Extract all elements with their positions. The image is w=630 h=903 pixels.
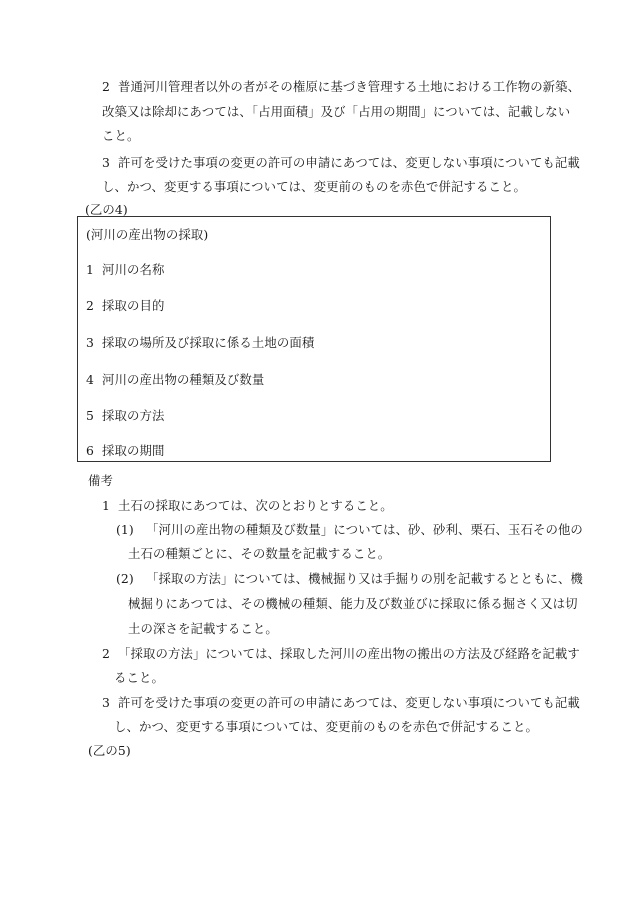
remarks-note-1-sub-1-line-2: 土石の種類ごとに、その数量を記載すること。 [128, 546, 391, 561]
form-4-item-3-text: 採取の場所及び採取に係る土地の面積 [102, 335, 315, 350]
top-note-2-line-3: こと。 [102, 128, 140, 143]
remarks-note-1-sub-2-line-3: 土の深さを記載すること。 [128, 621, 278, 636]
remarks-note-1-sub-1-line-1: 「河川の産出物の種類及び数量」については、砂、砂利、栗石、玉石その他の [146, 522, 583, 537]
remarks-note-2-number: 2 [102, 646, 110, 661]
form-4-item-5-number: 5 [86, 408, 94, 423]
remarks-note-3-line-1: 許可を受けた事項の変更の許可の申請にあつては、変更しない事項についても記載 [118, 695, 580, 710]
remarks-heading: 備考 [88, 473, 113, 488]
form-4-item-4-number: 4 [86, 372, 94, 387]
form-4-item-6-number: 6 [86, 443, 94, 458]
top-note-2-line-2: 改築又は除却にあつては、「占用面積」及び「占用の期間」については、記載しない [102, 104, 571, 119]
remarks-note-1-sub-2-number: (2) [116, 571, 134, 586]
form-4-item-4-text: 河川の産出物の種類及び数量 [102, 372, 265, 387]
top-note-2-number: 2 [102, 79, 110, 94]
remarks-note-2-line-1: 「採取の方法」については、採取した河川の産出物の搬出の方法及び経路を記載す [118, 646, 580, 661]
form-4-item-5-text: 採取の方法 [102, 408, 165, 423]
top-note-3-line-2: し、かつ、変更する事項については、変更前のものを赤色で併記すること。 [102, 179, 526, 194]
remarks-note-1-sub-2-line-2: 械掘りにあつては、その機械の種類、能力及び数並びに採取に係る掘さく又は切 [128, 596, 578, 611]
form-4-item-3-number: 3 [86, 335, 94, 350]
remarks-note-1-text: 土石の採取にあつては、次のとおりとすること。 [118, 498, 393, 513]
form-4-item-2-number: 2 [86, 298, 94, 313]
remarks-note-1-number: 1 [102, 498, 110, 513]
form-4-item-2-text: 採取の目的 [102, 298, 165, 313]
form-5-label: (乙の5) [88, 743, 131, 758]
remarks-note-3-line-2: し、かつ、変更する事項については、変更前のものを赤色で併記すること。 [114, 719, 538, 734]
form-4-item-6-text: 採取の期間 [102, 443, 165, 458]
form-4-item-1-number: 1 [86, 262, 94, 277]
form-4-box-title: (河川の産出物の採取) [86, 227, 209, 242]
remarks-note-3-number: 3 [102, 695, 110, 710]
form-4-label: (乙の4) [85, 202, 128, 217]
top-note-2-line-1: 普通河川管理者以外の者がその権原に基づき管理する土地における工作物の新築、 [118, 79, 581, 94]
remarks-note-2-line-2: ること。 [114, 670, 164, 685]
remarks-note-1-sub-2-line-1: 「採取の方法」については、機械掘り又は手掘りの別を記載するとともに、機 [146, 571, 583, 586]
form-4-item-1-text: 河川の名称 [102, 262, 165, 277]
top-note-3-number: 3 [102, 155, 110, 170]
top-note-3-line-1: 許可を受けた事項の変更の許可の申請にあつては、変更しない事項についても記載 [118, 155, 580, 170]
remarks-note-1-sub-1-number: (1) [116, 522, 134, 537]
